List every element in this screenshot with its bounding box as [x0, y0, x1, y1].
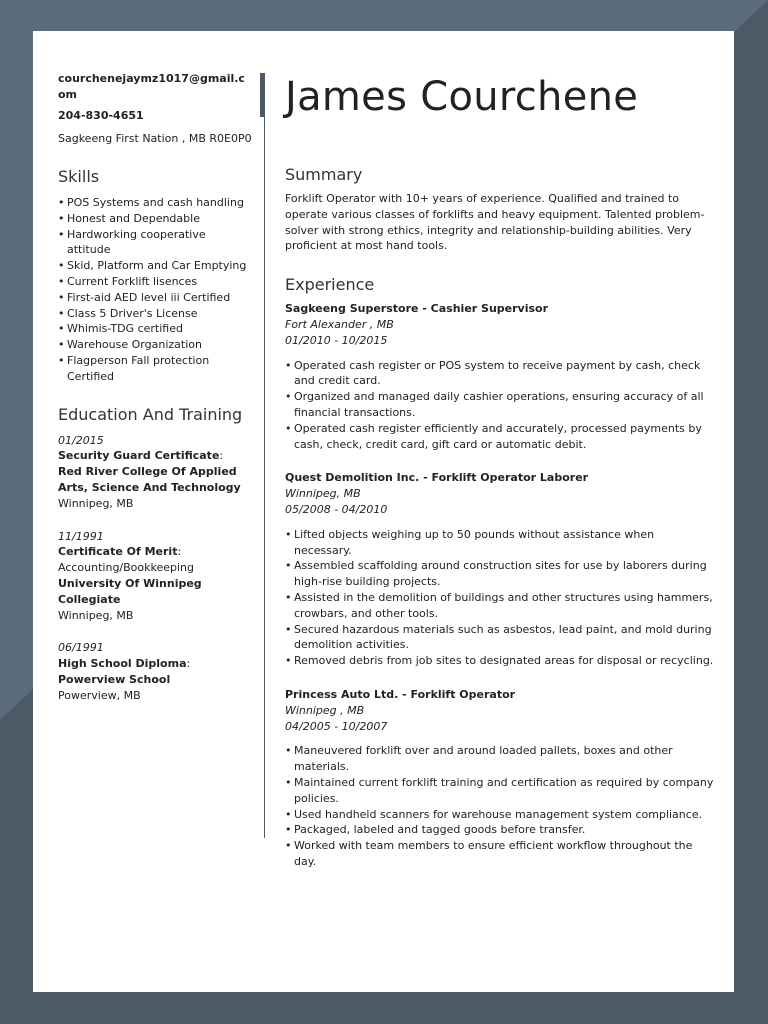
- skill-item: • First-aid AED level iii Certified: [58, 290, 248, 306]
- education-date: 01/2015: [58, 433, 104, 447]
- left-column: [58, 71, 252, 704]
- skill-item: • Whimis-TDG certified: [58, 321, 248, 337]
- education-school: Powerview School: [58, 672, 171, 686]
- job-task: • Packaged, labeled and tagged goods before transfer.: [285, 822, 715, 838]
- education-entry: 11/1991 Certificate Of Merit: Accounting/Bookkeeping University Of Winnipeg Collegiate Winnipeg, MB: [58, 529, 248, 624]
- job-heading: Sagkeeng Superstore - Cashier Supervisor: [285, 302, 549, 316]
- job-dates: 01/2010 - 10/2015: [285, 333, 388, 347]
- education-degree: Certificate Of Merit: [58, 545, 178, 559]
- skill-item: • Flagperson Fall protection Certified: [58, 353, 248, 385]
- skill-item: • Warehouse Organization: [58, 337, 248, 353]
- job-entry: [285, 301, 715, 452]
- skills-list: [58, 195, 248, 385]
- column-divider: [264, 73, 265, 838]
- skill-item: • Honest and Dependable: [58, 211, 248, 227]
- job-tasks: [285, 527, 715, 669]
- education-entry: 06/1991 High School Diploma: Powerview School Powerview, MB: [58, 640, 248, 703]
- skill-item: • Hardworking cooperative attitude: [58, 227, 248, 259]
- skill-item: • Class 5 Driver's License: [58, 306, 248, 322]
- job-task: • Used handheld scanners for warehouse management system compliance.: [285, 807, 715, 823]
- education-heading: Education And Training: [58, 404, 243, 424]
- resume-page: [33, 31, 734, 992]
- education-location: Winnipeg, MB: [58, 496, 134, 510]
- candidate-name: James Courchene: [285, 74, 639, 120]
- job-task: • Worked with team members to ensure efficient workflow throughout the day.: [285, 838, 715, 870]
- education-field: Accounting/Bookkeeping: [58, 561, 195, 575]
- job-task: • Operated cash register or POS system to receive payment by cash, check and credit card.: [285, 358, 715, 390]
- contact-phone: 204-830-4651: [58, 109, 144, 122]
- education-location: Powerview, MB: [58, 688, 141, 702]
- contact-email: courchenejaymz1017@gmail.com: [58, 72, 245, 101]
- job-task: • Organized and managed daily cashier operations, ensuring accuracy of all financial transactions.: [285, 389, 715, 421]
- education-date: 11/1991: [58, 529, 104, 543]
- job-entry: [285, 687, 715, 870]
- education-entry: 01/2015 Security Guard Certificate: Red River College Of Applied Arts, Science And Technology Winnipeg, MB: [58, 433, 248, 512]
- job-dates: 05/2008 - 04/2010: [285, 502, 388, 516]
- summary-heading: Summary: [285, 165, 363, 184]
- education-school: Red River College Of Applied Arts, Science And Technology: [58, 465, 241, 494]
- job-tasks: [285, 358, 715, 453]
- job-heading: Princess Auto Ltd. - Forklift Operator: [285, 687, 516, 701]
- job-heading: Quest Demolition Inc. - Forklift Operator Laborer: [285, 471, 589, 485]
- education-location: Winnipeg, MB: [58, 608, 134, 622]
- job-task: • Secured hazardous materials such as asbestos, lead paint, and mold during demolition activities.: [285, 622, 715, 654]
- job-task: • Operated cash register efficiently and accurately, processed payments by cash, check, credit card, gift card or automatic debit.: [285, 421, 715, 453]
- job-task: • Maintained current forklift training and certification as required by company policies.: [285, 775, 715, 807]
- experience-heading: Experience: [285, 275, 375, 295]
- skill-item: • Current Forklift lisences: [58, 274, 248, 290]
- summary-text: Forklift Operator with 10+ years of experience. Qualified and trained to operate various classes of forklifts and heavy equipment. Talented problem-solver with strong ethics, integrity and relationship-building abilities. Very proficient at most hand tools.: [285, 192, 705, 253]
- job-task: • Assisted in the demolition of buildings and other structures using hammers, crowbars, and other tools.: [285, 590, 715, 622]
- right-column: [285, 71, 715, 870]
- contact-address: Sagkeeng First Nation , MB R0E0P0: [58, 132, 252, 145]
- job-entry: [285, 470, 715, 669]
- education-degree: Security Guard Certificate: [58, 449, 220, 463]
- skill-item: • Skid, Platform and Car Emptying: [58, 258, 248, 274]
- job-tasks: [285, 743, 715, 869]
- education-date: 06/1991: [58, 641, 104, 655]
- education-school: University Of Winnipeg Collegiate: [58, 576, 202, 606]
- job-task: • Lifted objects weighing up to 50 pounds without assistance when necessary.: [285, 527, 715, 559]
- job-dates: 04/2005 - 10/2007: [285, 719, 388, 733]
- job-location: Winnipeg, MB: [285, 487, 361, 501]
- job-task: • Assembled scaffolding around construction sites for use by laborers during high-rise building projects.: [285, 558, 715, 590]
- skills-heading: Skills: [58, 167, 100, 186]
- education-degree: High School Diploma: [58, 657, 187, 671]
- job-task: • Removed debris from job sites to designated areas for disposal or recycling.: [285, 653, 715, 669]
- skill-item: • POS Systems and cash handling: [58, 195, 248, 211]
- job-location: Fort Alexander , MB: [285, 317, 394, 331]
- job-location: Winnipeg , MB: [285, 703, 365, 717]
- job-task: • Maneuvered forklift over and around loaded pallets, boxes and other materials.: [285, 743, 715, 775]
